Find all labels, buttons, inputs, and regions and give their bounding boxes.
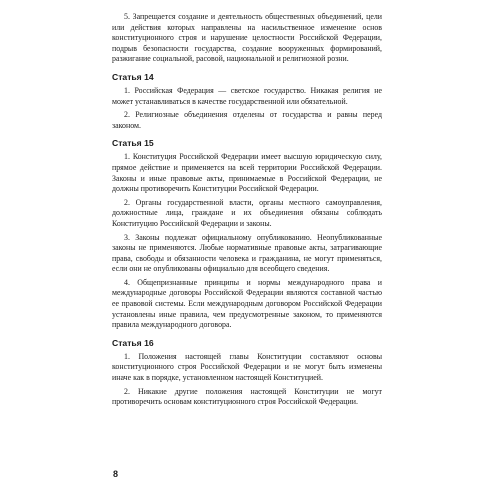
article-15: [112, 138, 382, 331]
article-14: [112, 72, 382, 131]
article-heading: Статья 16: [112, 337, 154, 348]
paragraph: 2. Органы государственной власти, органы местного самоуправления, должностные лица, граждане и их объединения обязаны соблюдать Конституцию Российской Федерации и законы.: [112, 197, 382, 228]
article-heading: Статья 14: [112, 71, 154, 82]
paragraph: 1. Конституция Российской Федерации имеет высшую юридическую силу, прямое действие и применяется на всей территории Российской Федерации. Законы и иные правовые акты, принимаемые в Российской Федерации, не должны противоречить Конституции Российской Федерации.: [112, 152, 382, 194]
paragraph: 1. Российская Федерация — светское государство. Никакая религия не может устанавливаться в качестве государственной или обязательной.: [112, 85, 382, 106]
paragraph: 4. Общепризнанные принципы и нормы международного права и международные договоры Российской Федерации являются составной частью ее правовой системы. Если международным договором Российской Федерации установлены иные правила, чем предусмотренные законом, то применяются правила международного договора.: [112, 277, 382, 330]
page-number: 8: [113, 469, 119, 479]
article-16: [112, 338, 382, 408]
paragraph: 3. Законы подлежат официальному опубликованию. Неопубликованные законы не применяются. Любые нормативные правовые акты, затрагивающие права, свободы и обязанности человека и гражданина, не могут применяться, если они не опубликованы официально для всеобщего сведения.: [112, 232, 382, 274]
paragraph: 2. Религиозные объединения отделены от государства и равны перед законом.: [112, 110, 382, 130]
paragraph: 2. Никакие другие положения настоящей Конституции не могут противоречить основам конституционного строя Российской Федерации.: [112, 386, 382, 407]
paragraph-article13-part5: 5. Запрещается создание и деятельность общественных объединений, цели или действия которых направлены на насильственное изменение основ конституционного строя и нарушение целостности Российской Федерации, подрыв безопасности государства, создание вооруженных формирований, разжигание социальной, расовой, национальной и религиозной розни.: [112, 12, 382, 64]
article-heading: Статья 15: [112, 138, 154, 149]
document-page: [112, 12, 382, 411]
paragraph: 1. Положения настоящей главы Конституции составляют основы конституционного строя Российской Федерации и не могут быть изменены иначе как в порядке, установленном настоящей Конституцией.: [112, 351, 382, 383]
